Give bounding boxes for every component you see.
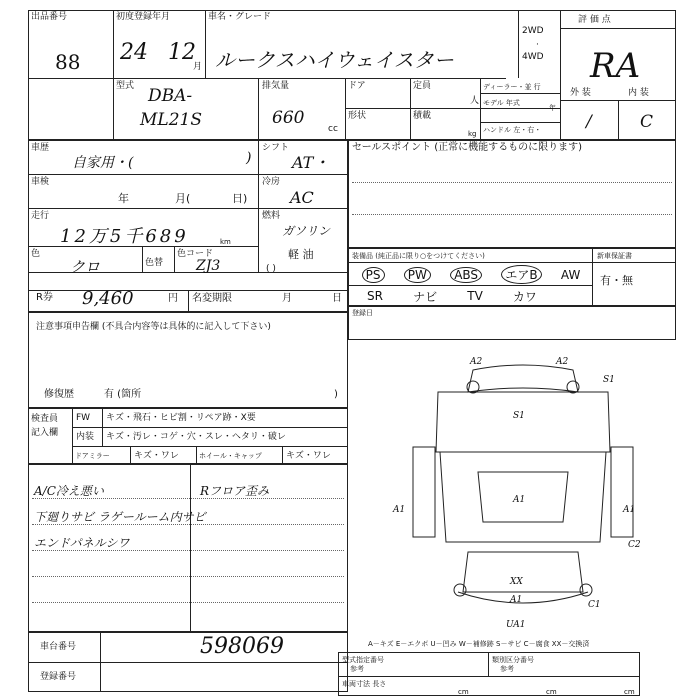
equipment-item: PW	[404, 267, 431, 283]
registration-label: 登録日	[352, 309, 373, 317]
kg-unit: kg	[468, 130, 477, 138]
diagram-label-a2-left: A2	[470, 357, 483, 367]
repair-value: 有 (箇所	[104, 389, 142, 400]
rego-month: 月	[282, 293, 292, 304]
drive-2wd: 2WD	[522, 26, 544, 36]
door-label: ドア	[348, 81, 366, 91]
lot-no-label: 出品番号	[31, 12, 68, 22]
inspector-label2: 記入欄	[31, 428, 59, 438]
model-label: 型式	[116, 81, 135, 91]
equipment-row1	[352, 265, 590, 284]
registration-box	[348, 306, 676, 340]
displacement: 660	[272, 108, 305, 128]
diagram-label-xx: XX	[510, 577, 523, 587]
model-line1: DBA-	[148, 86, 193, 106]
mileage-label: 走行	[31, 211, 50, 221]
diagram-label-c2: C2	[628, 540, 641, 550]
new-warranty-label: 新車保証書	[597, 252, 632, 260]
displacement-label: 排気量	[262, 81, 290, 91]
selling-point-box	[348, 140, 676, 248]
door-mirror-label: ドアミラー	[75, 452, 110, 460]
equipment-item: ABS	[450, 267, 482, 283]
inspector-int-text: キズ・汚レ・コゲ・穴・スレ・ヘタリ・破レ	[106, 432, 286, 442]
inspection-year: 年	[118, 192, 129, 205]
handle-label: ハンドル 左・右・	[483, 126, 542, 134]
drive-4wd: 4WD	[522, 52, 544, 62]
note-left-2: 下廻りサビ ラゲールーム内サビ	[34, 510, 206, 524]
cm-1: cm	[458, 688, 469, 696]
fuel-label: 燃料	[262, 211, 281, 221]
fuel-paren: ( )	[266, 264, 276, 274]
inspector-fw: FW	[76, 413, 91, 423]
month-suffix: 月	[193, 62, 203, 72]
interior-label: 内 装	[628, 88, 649, 98]
score: RA	[590, 46, 641, 86]
first-reg-year: 24	[120, 40, 148, 65]
first-reg-month: 12	[168, 40, 196, 65]
equipment-item: エアB	[501, 265, 541, 284]
equipment-item: ナビ	[413, 289, 438, 304]
load-label: 積載	[413, 111, 432, 121]
color-label: 色	[31, 249, 41, 259]
shift-value: AT・	[292, 153, 330, 172]
diagram-label-a1-left: A1	[393, 505, 406, 515]
length-label: 車両寸法 長さ	[342, 680, 387, 688]
history-label: 車歴	[31, 143, 50, 153]
shift-label: シフト	[262, 143, 290, 153]
km-unit: km	[220, 238, 231, 246]
interior-grade: C	[640, 112, 654, 132]
person-unit: 人	[470, 96, 480, 106]
drive-dot: ·	[536, 40, 539, 50]
car-name: ルークスハイウェイスター	[215, 48, 454, 72]
cm-3: cm	[624, 688, 635, 696]
equipment-item: TV	[467, 289, 483, 303]
model-designation-label: 型式指定番号	[342, 656, 384, 664]
year-unit: 年	[549, 104, 556, 112]
equipment-item: カワ	[512, 289, 537, 304]
inspection-label: 車検	[31, 177, 50, 187]
equipment-label: 装備品 (純正品に限り○をつけてください)	[352, 252, 485, 260]
diagram-label-ua1: UA1	[506, 620, 526, 630]
cc-unit: cc	[328, 124, 338, 134]
cm-2: cm	[546, 688, 557, 696]
ref-2: 参考	[500, 665, 514, 673]
history-close: )	[246, 150, 252, 166]
diagram-label-a1-right: A1	[623, 505, 636, 515]
diagram-label-s1-hood: S1	[513, 411, 525, 421]
recycle-value: 9,460	[82, 288, 134, 309]
rego-day: 日	[332, 293, 342, 304]
door-mirror-text: キズ・ワレ	[134, 451, 179, 461]
note-right-1: Rフロア歪み	[200, 484, 270, 498]
yen-unit: 円	[168, 293, 178, 304]
capacity-label: 定員	[413, 81, 432, 91]
note-left-1: A/C冷え悪い	[34, 484, 104, 498]
diagram-label-a1-center: A1	[513, 495, 526, 505]
exterior-grade: /	[586, 112, 592, 132]
ac-value: AC	[290, 188, 314, 207]
recycle-label: R券	[36, 292, 53, 303]
mileage-value: 12万5千689	[60, 226, 189, 247]
wheel-cap-text: キズ・ワレ	[286, 451, 331, 461]
diagram-label-c1: C1	[588, 600, 601, 610]
notes-label: 注意事項申告欄 (不具合内容等は具体的に記入して下さい)	[36, 322, 271, 332]
dealer-label: ディーラー・並 行	[483, 83, 541, 91]
color-code-label: 色コード	[177, 249, 214, 259]
diagram-label-a2-right: A2	[556, 357, 569, 367]
category-label: 類別区分番号	[492, 656, 534, 664]
ac-label: 冷房	[262, 177, 281, 187]
inspector-fw-text: キズ・飛石・ヒビ割・リペア跡・X要	[106, 413, 256, 423]
shape-label: 形状	[348, 111, 367, 121]
selling-point-label: セールスポイント (正常に機能するものに限ります)	[352, 142, 583, 153]
fuel-light-oil: 軽 油	[288, 248, 314, 261]
ref-1: 参考	[350, 665, 364, 673]
inspection-month: 月(	[175, 192, 191, 205]
model-year-label: モデル 年式	[483, 99, 520, 107]
equipment-item: SR	[367, 289, 384, 303]
lot-no: 88	[55, 50, 81, 74]
history-value: 自家用・(	[72, 155, 134, 171]
legend: A－キズ E－エクボ U－凹み W－補修跡 S－サビ C－腐食 XX－交換済	[368, 640, 590, 648]
car-name-label: 車名・グレード	[208, 12, 272, 22]
car-diagram	[378, 352, 668, 632]
rego-expiry-label: 名変期限	[192, 293, 232, 304]
inspection-day: 日)	[232, 192, 248, 205]
equipment-row2	[352, 287, 552, 305]
repair-label: 修復歴	[44, 389, 74, 400]
note-left-3: エンドパネルシワ	[34, 536, 130, 550]
chassis-value: 598069	[200, 634, 284, 659]
color-code: ZJ3	[196, 258, 221, 274]
inspector-int: 内装	[76, 432, 95, 442]
color-value: クロ	[70, 258, 101, 276]
diagram-label-a1-rear: A1	[510, 595, 523, 605]
new-warranty-value: 有・無	[600, 274, 633, 287]
diagram-label-s1-roof: S1	[603, 375, 615, 385]
chassis-label: 車台番号	[40, 642, 77, 652]
wheel-cap-label: ホイール・キャップ	[199, 452, 262, 460]
score-label: 評 価 点	[578, 15, 611, 25]
equipment-item: AW	[560, 267, 581, 282]
reg-no-label: 登録番号	[40, 672, 77, 682]
color-change-label: 色替	[145, 258, 164, 268]
equipment-item: PS	[362, 267, 385, 283]
fuel-value: ガソリン	[282, 224, 331, 238]
inspector-label1: 検査員	[31, 414, 59, 424]
repair-close: )	[334, 389, 338, 400]
first-reg-label: 初度登録年月	[116, 12, 171, 22]
exterior-label: 外 装	[570, 88, 591, 98]
model-line2: ML21S	[140, 110, 202, 130]
